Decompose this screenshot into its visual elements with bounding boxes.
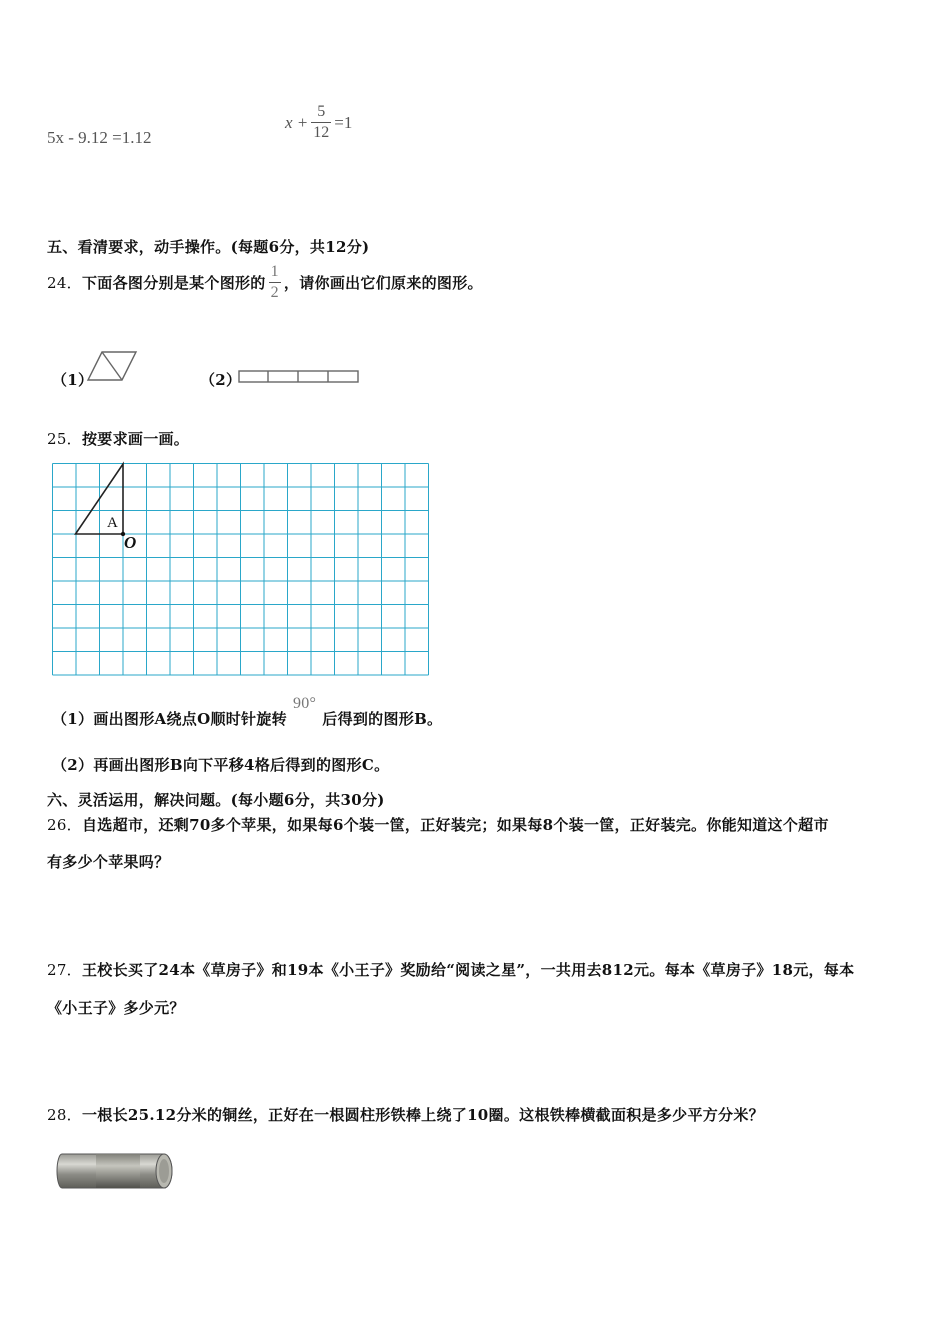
question-number: 25． bbox=[47, 430, 82, 448]
question-text: 自选超市，还剩70多个苹果，如果每6个装一筐，正好装完；如果每8个装一筐，正好装完。你能知道这个超市 bbox=[82, 816, 829, 834]
fraction-numerator: 1 bbox=[270, 263, 279, 280]
question-text: 按要求画一画。 bbox=[82, 430, 190, 448]
half-parallelogram-figure bbox=[86, 350, 140, 384]
question-number: 26． bbox=[47, 816, 82, 834]
question-25 bbox=[47, 428, 189, 449]
equation-2-fraction bbox=[311, 102, 331, 143]
square-grid bbox=[52, 463, 428, 675]
half-rectangle-strip-figure bbox=[238, 370, 360, 384]
q25-sub1 bbox=[52, 695, 443, 729]
equation-2 bbox=[285, 102, 352, 143]
equation-2-prefix: x + bbox=[285, 112, 309, 132]
angle-90: 90° bbox=[292, 695, 317, 712]
sub1-prefix: （1）画出图形A绕点O顺时针旋转 bbox=[52, 710, 287, 728]
question-27-line2: 《小王子》多少元？ bbox=[47, 999, 185, 1017]
question-number: 27． bbox=[47, 961, 82, 979]
q24-part1-label: （1） bbox=[52, 371, 94, 389]
question-26-line1 bbox=[47, 814, 829, 835]
equation-1: 5x - 9.12 =1.12 bbox=[47, 128, 152, 147]
fraction-numerator: 5 bbox=[317, 103, 326, 120]
sub1-suffix: 后得到的图形B。 bbox=[322, 710, 443, 728]
grid-lines bbox=[53, 464, 429, 676]
section-5-heading: 五、看清要求，动手操作。(每题6分，共12分) bbox=[47, 238, 370, 256]
question-text: 一根长25.12分米的铜丝，正好在一根圆柱形铁棒上绕了10圈。这根铁棒横截面积是多少平方分米？ bbox=[82, 1106, 764, 1124]
section-6-heading: 六、灵活运用，解决问题。(每小题6分，共30分) bbox=[47, 791, 385, 809]
question-24 bbox=[47, 262, 483, 303]
question-27-line1 bbox=[47, 959, 854, 980]
question-number: 24． bbox=[47, 274, 82, 292]
parallelogram-diagonal bbox=[102, 352, 122, 380]
equation-2-suffix: =1 bbox=[334, 112, 353, 132]
label-o: O bbox=[124, 533, 137, 552]
fraction-denominator: 12 bbox=[313, 124, 330, 141]
cylinder-rod-illustration bbox=[56, 1151, 178, 1193]
label-a: A bbox=[107, 515, 118, 531]
fraction-denominator: 2 bbox=[270, 284, 279, 301]
one-half-fraction bbox=[269, 262, 281, 303]
question-text-before: 下面各图分别是某个图形的 bbox=[82, 274, 266, 292]
q24-part2-label: （2） bbox=[200, 371, 242, 389]
question-text-after: ，请你画出它们原来的图形。 bbox=[283, 274, 483, 292]
question-28 bbox=[47, 1104, 764, 1125]
question-text: 王校长买了24本《草房子》和19本《小王子》奖励给“阅读之星”，一共用去812元。每本《草房子》18元，每本 bbox=[82, 961, 855, 979]
q25-sub2: （2）再画出图形B向下平移4格后得到的图形C。 bbox=[52, 756, 390, 774]
question-26-line2: 有多少个苹果吗？ bbox=[47, 853, 170, 871]
question-number: 28． bbox=[47, 1106, 82, 1124]
